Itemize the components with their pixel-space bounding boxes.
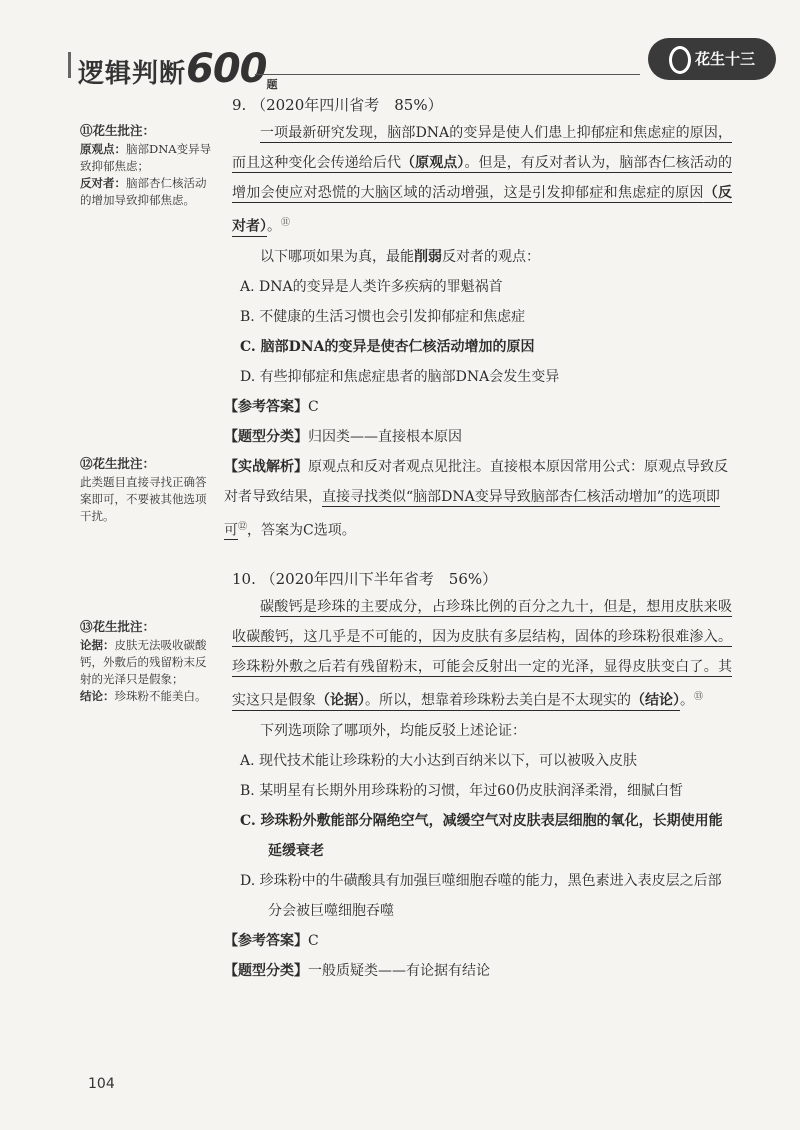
- note-label: 论据：: [80, 638, 115, 652]
- note-text: 珍珠粉不能美白。: [114, 689, 207, 703]
- option-c: C. 珍珠粉外敷能部分隔绝空气，减缓空气对皮肤表层细胞的氧化，长期使用能延缓衰老: [240, 812, 723, 859]
- sidebar-note-13: [80, 618, 215, 705]
- answer-tag: 【参考答案】: [224, 932, 308, 949]
- question-10: [224, 566, 732, 986]
- analysis-text: 原观点和反对者观点见批注。直接根本原因常用公式：原观点导致反对者导致结果，: [224, 458, 728, 505]
- book-title-prefix: 逻辑判断: [78, 59, 187, 89]
- book-title-suffix: 题: [266, 78, 279, 91]
- stem-text: 一项最新研究发现，脑部DNA的变异是使人们患上抑郁症和焦虑症的原因，而且这种变化会传递给后代: [232, 125, 732, 171]
- analysis-line: [224, 452, 732, 546]
- answer-value: C: [308, 932, 319, 949]
- brand-badge: [648, 38, 776, 80]
- note-title: ⑫花生批注：: [80, 456, 156, 471]
- stem-text: 。但是，有反对者认为，脑部杏仁核活动的增加会使应对恐慌的大脑区域的活动增强，这是引发抑郁症和焦虑症的原因: [232, 155, 733, 201]
- header-rule: [255, 74, 640, 75]
- footnote-marker: ⑬: [694, 692, 704, 702]
- type-line: [224, 422, 732, 452]
- option-a: A. 现代技术能让珍珠粉的大小达到百纳米以下，可以被吸入皮肤: [240, 752, 638, 769]
- note-text: 皮肤无法吸收碳酸钙，外敷后的残留粉末反射的光泽只是假象；: [80, 638, 207, 686]
- question-stem: [232, 118, 732, 242]
- prompt-text: 反对者的观点：: [442, 248, 540, 265]
- question-title: 10. （2020年四川下半年省考 56%）: [232, 570, 498, 588]
- option-a: A. DNA的变异是人类许多疾病的罪魁祸首: [240, 278, 503, 295]
- type-line: [224, 956, 732, 986]
- note-title: ⑪花生批注：: [80, 123, 156, 138]
- type-tag: 【题型分类】: [224, 962, 308, 979]
- stem-tag: （论据）: [316, 692, 365, 709]
- question-title: 9. （2020年四川省考 85%）: [232, 96, 443, 114]
- page-number: 104: [88, 1076, 115, 1092]
- analysis-text: 直接寻找类似“脑部DNA变异导致脑部杏仁核活动增加”的选项即可: [224, 488, 720, 539]
- note-label: 反对者：: [80, 176, 126, 190]
- option-c: C. 脑部DNA的变异是使杏仁核活动增加的原因: [240, 338, 535, 355]
- analysis-text: ，答案为C选项。: [247, 522, 356, 539]
- answer-line: [224, 926, 732, 956]
- book-title: [78, 46, 279, 92]
- analysis-tag: 【实战解析】: [224, 458, 308, 475]
- stem-tag: （结论）: [631, 692, 680, 709]
- option-d: D. 珍珠粉中的牛磺酸具有加强巨噬细胞吞噬的能力，黑色素进入表皮层之后部分会被巨噬细胞吞噬: [240, 872, 722, 919]
- answer-line: [224, 392, 732, 422]
- stem-tag: （反对者）: [232, 185, 733, 235]
- stem-text: 。: [680, 692, 694, 709]
- question-prompt: 下列选项除了哪项外，均能反驳上述论证：: [260, 722, 526, 739]
- note-label: 结论：: [80, 689, 115, 703]
- prompt-keyword: 削弱: [414, 248, 442, 265]
- option-b: B. 某明星有长期外用珍珠粉的习惯，年过60仍皮肤润泽柔滑，细腻白皙: [240, 782, 684, 799]
- type-tag: 【题型分类】: [224, 428, 308, 445]
- prompt-text: 以下哪项如果为真，最能: [260, 248, 414, 265]
- note-text: 此类题目直接寻找正确答案即可，不要被其他选项干扰。: [80, 475, 207, 523]
- question-stem: [232, 592, 732, 716]
- stem-text: 。: [267, 218, 281, 235]
- stem-text: 碳酸钙是珍珠的主要成分，占珍珠比例的百分之九十，但是，想用皮肤来吸收碳酸钙，这几乎是不可能的，因为皮肤有多层结构，固体的珍珠粉很难渗入。珍珠粉外敷之后若有残留粉末，可能会反射出一定的光泽，显得皮肤变白了。其实这只是假象: [232, 599, 732, 709]
- answer-tag: 【参考答案】: [224, 398, 308, 415]
- type-value: 归因类——直接根本原因: [308, 428, 462, 445]
- answer-value: C: [308, 398, 319, 415]
- peanut-icon: [669, 46, 691, 74]
- note-text: 脑部杏仁核活动的增加导致抑郁焦虑。: [80, 176, 207, 207]
- brand-text: 花生十三: [694, 50, 755, 68]
- option-d: D. 有些抑郁症和焦虑症患者的脑部DNA会发生变异: [240, 368, 560, 385]
- sidebar-note-12: [80, 455, 215, 525]
- question-9: [224, 92, 733, 545]
- book-title-number: 600: [186, 46, 267, 92]
- question-prompt: [232, 242, 732, 272]
- sidebar-note-11: [80, 122, 215, 209]
- note-text: 脑部DNA变异导致抑郁焦虑；: [80, 142, 212, 173]
- type-value: 一般质疑类——有论据有结论: [308, 962, 490, 979]
- option-b: B. 不健康的生活习惯也会引发抑郁症和焦虑症: [240, 308, 526, 325]
- footnote-marker: ⑫: [238, 521, 248, 532]
- note-title: ⑬花生批注：: [80, 619, 156, 634]
- page-header: [0, 0, 800, 90]
- stem-tag: （原观点）: [401, 155, 465, 171]
- footnote-marker: ⑪: [281, 218, 291, 228]
- header-bar: [68, 52, 71, 78]
- note-label: 原观点：: [80, 142, 126, 156]
- stem-text: 。所以，想靠着珍珠粉去美白是不太现实的: [365, 692, 631, 709]
